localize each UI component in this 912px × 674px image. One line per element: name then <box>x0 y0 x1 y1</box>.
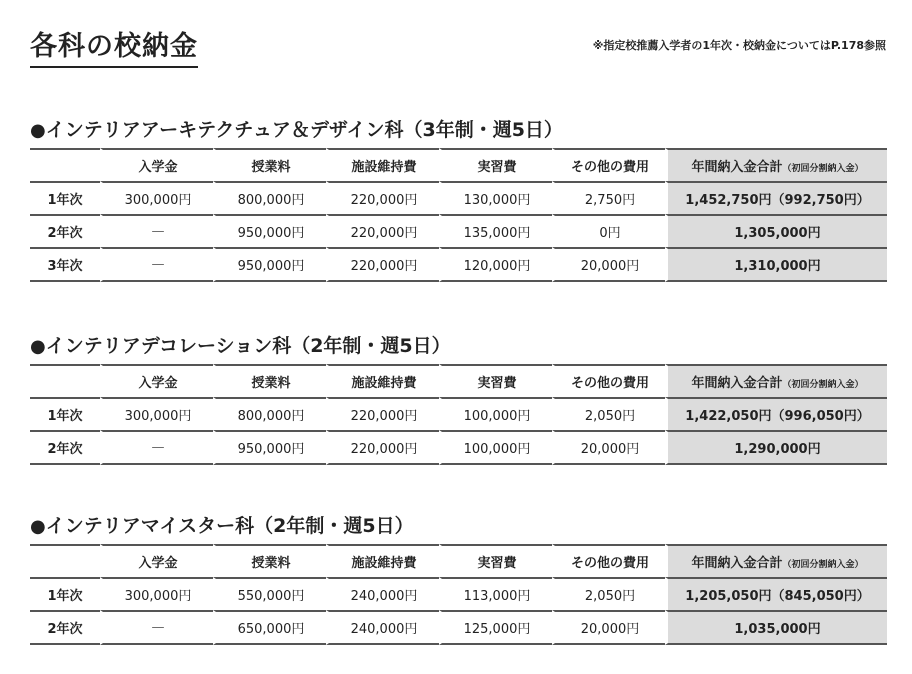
fee-cell: 220,000円 <box>326 214 439 247</box>
section-title-text: インテリアマイスター科（2年制・週5日） <box>45 515 414 537</box>
table-row <box>30 397 887 430</box>
annual-total-cell: 1,290,000円 <box>665 430 887 465</box>
fee-table <box>30 148 887 282</box>
fee-cell: 950,000円 <box>213 430 326 465</box>
table-row <box>30 430 887 465</box>
fee-cell: 20,000円 <box>552 430 665 465</box>
bullet-icon: ● <box>30 516 46 537</box>
fee-cell: 135,000円 <box>439 214 552 247</box>
fee-cell: 20,000円 <box>552 610 665 645</box>
total-header-sublabel: （初回分割納入金） <box>782 560 864 570</box>
fee-cell: 0円 <box>552 214 665 247</box>
fee-cell: 220,000円 <box>326 181 439 214</box>
annual-total-cell: 1,205,050円（845,050円） <box>665 577 887 610</box>
section-title <box>30 512 887 540</box>
total-header-sublabel: （初回分割納入金） <box>782 380 864 390</box>
table-header-row <box>30 544 887 577</box>
corner-cell <box>30 364 100 397</box>
year-label: 2年次 <box>30 610 100 645</box>
fee-cell: 650,000円 <box>213 610 326 645</box>
year-label: 1年次 <box>30 577 100 610</box>
column-header: 入学金 <box>100 544 213 577</box>
fee-cell: 220,000円 <box>326 430 439 465</box>
bullet-icon: ● <box>30 336 46 357</box>
year-label: 2年次 <box>30 214 100 247</box>
table-row <box>30 214 887 247</box>
year-label: 2年次 <box>30 430 100 465</box>
annual-total-cell: 1,305,000円 <box>665 214 887 247</box>
fee-table <box>30 364 887 465</box>
year-label: 1年次 <box>30 397 100 430</box>
column-header: その他の費用 <box>552 544 665 577</box>
total-header-label: 年間納入金合計 <box>691 160 783 175</box>
fee-cell: 100,000円 <box>439 397 552 430</box>
fee-cell: — <box>100 430 213 465</box>
column-header: 実習費 <box>439 364 552 397</box>
total-header-label: 年間納入金合計 <box>691 376 783 391</box>
fee-cell: 300,000円 <box>100 181 213 214</box>
section-title <box>30 332 887 360</box>
corner-cell <box>30 544 100 577</box>
total-column-header <box>665 148 887 181</box>
fee-cell: 550,000円 <box>213 577 326 610</box>
total-column-header <box>665 544 887 577</box>
fee-cell: 120,000円 <box>439 247 552 282</box>
column-header: 施設維持費 <box>326 544 439 577</box>
fee-cell: 220,000円 <box>326 247 439 282</box>
section-title-text: インテリアデコレーション科（2年制・週5日） <box>45 335 451 357</box>
section-title <box>30 116 887 144</box>
fee-section <box>30 332 887 465</box>
fee-cell: 300,000円 <box>100 577 213 610</box>
fee-cell: 2,050円 <box>552 577 665 610</box>
table-row <box>30 610 887 645</box>
bullet-icon: ● <box>30 120 46 141</box>
column-header: 授業料 <box>213 148 326 181</box>
fee-cell: 130,000円 <box>439 181 552 214</box>
fee-cell: 950,000円 <box>213 247 326 282</box>
corner-cell <box>30 148 100 181</box>
fee-cell: 800,000円 <box>213 397 326 430</box>
fee-cell: 240,000円 <box>326 610 439 645</box>
column-header: 入学金 <box>100 148 213 181</box>
column-header: 授業料 <box>213 544 326 577</box>
section-title-text: インテリアアーキテクチュア＆デザイン科（3年制・週5日） <box>45 119 563 141</box>
column-header: 授業料 <box>213 364 326 397</box>
column-header: 施設維持費 <box>326 148 439 181</box>
year-label: 1年次 <box>30 181 100 214</box>
total-header-label: 年間納入金合計 <box>691 556 783 571</box>
annual-total-cell: 1,452,750円（992,750円） <box>665 181 887 214</box>
page-title: 各科の校納金 <box>30 24 198 68</box>
total-column-header <box>665 364 887 397</box>
table-header-row <box>30 364 887 397</box>
fee-cell: — <box>100 610 213 645</box>
column-header: その他の費用 <box>552 364 665 397</box>
fee-cell: — <box>100 247 213 282</box>
table-row <box>30 577 887 610</box>
fee-table <box>30 544 887 645</box>
table-row <box>30 181 887 214</box>
fee-cell: 113,000円 <box>439 577 552 610</box>
fee-cell: 125,000円 <box>439 610 552 645</box>
column-header: 実習費 <box>439 544 552 577</box>
column-header: 実習費 <box>439 148 552 181</box>
table-header-row <box>30 148 887 181</box>
fee-cell: 100,000円 <box>439 430 552 465</box>
table-row <box>30 247 887 282</box>
fee-cell: — <box>100 214 213 247</box>
fee-cell: 240,000円 <box>326 577 439 610</box>
annual-total-cell: 1,310,000円 <box>665 247 887 282</box>
fee-cell: 2,750円 <box>552 181 665 214</box>
column-header: その他の費用 <box>552 148 665 181</box>
year-label: 3年次 <box>30 247 100 282</box>
reference-note: ※指定校推薦入学者の1年次・校納金についてはP.178参照 <box>592 39 886 52</box>
fee-cell: 2,050円 <box>552 397 665 430</box>
fee-cell: 220,000円 <box>326 397 439 430</box>
fee-section <box>30 512 887 645</box>
fee-cell: 800,000円 <box>213 181 326 214</box>
total-header-sublabel: （初回分割納入金） <box>782 164 864 174</box>
fee-cell: 20,000円 <box>552 247 665 282</box>
fee-cell: 300,000円 <box>100 397 213 430</box>
fee-cell: 950,000円 <box>213 214 326 247</box>
fee-section <box>30 116 887 282</box>
annual-total-cell: 1,422,050円（996,050円） <box>665 397 887 430</box>
annual-total-cell: 1,035,000円 <box>665 610 887 645</box>
column-header: 入学金 <box>100 364 213 397</box>
column-header: 施設維持費 <box>326 364 439 397</box>
